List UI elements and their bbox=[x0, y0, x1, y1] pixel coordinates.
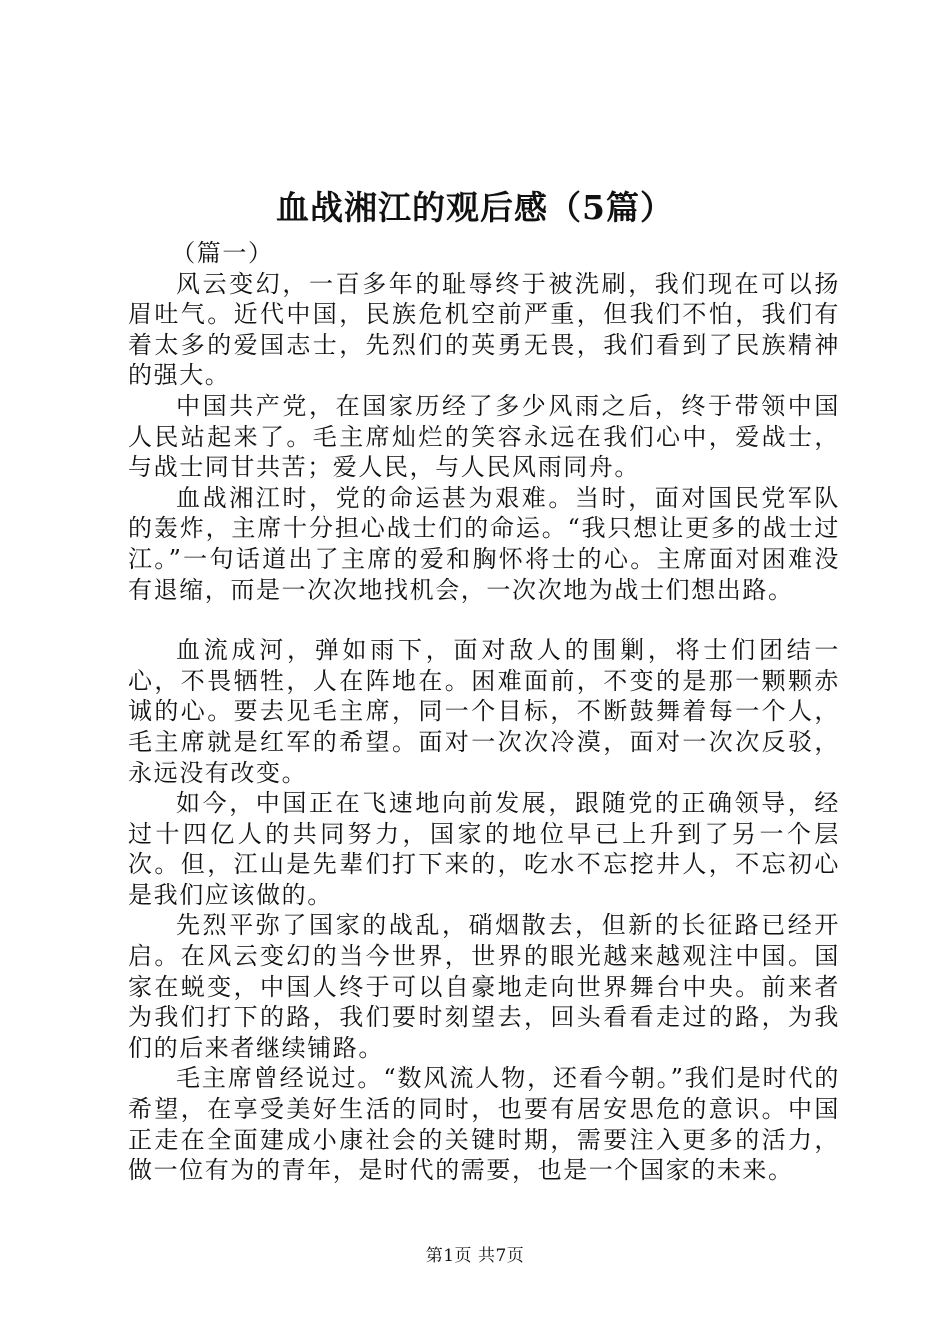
paragraph: 先烈平弥了国家的战乱，硝烟散去，但新的长征路已经开启。在风云变幻的当今世界，世界的眼光越来越观注中国。国家在蜕变，中国人终于可以自豪地走向世界舞台中央。前来者为我们打下的路，我们要时刻望去，回头看看走过的路，为我们的后来者继续铺路。 bbox=[128, 911, 840, 1062]
section-label: （篇一） bbox=[171, 239, 274, 267]
paragraph: 风云变幻，一百多年的耻辱终于被洗刷，我们现在可以扬眉吐气。近代中国，民族危机空前严重，但我们不怕，我们有着太多的爱国志士，先烈们的英勇无畏，我们看到了民族精神的强大。 bbox=[128, 269, 840, 390]
paragraph: 中国共产党，在国家历经了多少风雨之后，终于带领中国人民站起来了。毛主席灿烂的笑容永远在我们心中，爱战士，与战士同甘共苦；爱人民，与人民风雨同舟。 bbox=[128, 391, 840, 482]
paragraph: 如今，中国正在飞速地向前发展，跟随党的正确领导，经过十四亿人的共同努力，国家的地位早已上升到了另一个层次。但，江山是先辈们打下来的，吃水不忘挖井人，不忘初心是我们应该做的。 bbox=[128, 789, 840, 909]
document-body bbox=[128, 238, 840, 1186]
paragraph: 毛主席曾经说过。“数风流人物，还看今朝。”我们是时代的希望，在享受美好生活的同时，也要有居安思危的意识。中国正走在全面建成小康社会的关键时期，需要注入更多的活力，做一位有为的青年，是时代的需要，也是一个国家的未来。 bbox=[128, 1064, 840, 1185]
page-footer: 第1页 共7页 bbox=[425, 1246, 525, 1266]
document-title: 血战湘江的观后感（5篇） bbox=[276, 188, 674, 227]
paragraph: 血流成河，弹如雨下，面对敌人的围剿，将士们团结一心，不畏牺牲，人在阵地在。困难面前，不变的是那一颗颗赤诚的心。要去见毛主席，同一个目标，不断鼓舞着每一个人，毛主席就是红军的希望。面对一次次冷漠，面对一次次反驳，永远没有改变。 bbox=[128, 636, 840, 787]
paragraph: 血战湘江时，党的命运甚为艰难。当时，面对国民党军队的轰炸，主席十分担心战士们的命运。“我只想让更多的战士过江。”一句话道出了主席的爱和胸怀将士的心。主席面对困难没有退缩，而是一次次地找机会，一次次地为战士们想出路。 bbox=[128, 483, 840, 604]
